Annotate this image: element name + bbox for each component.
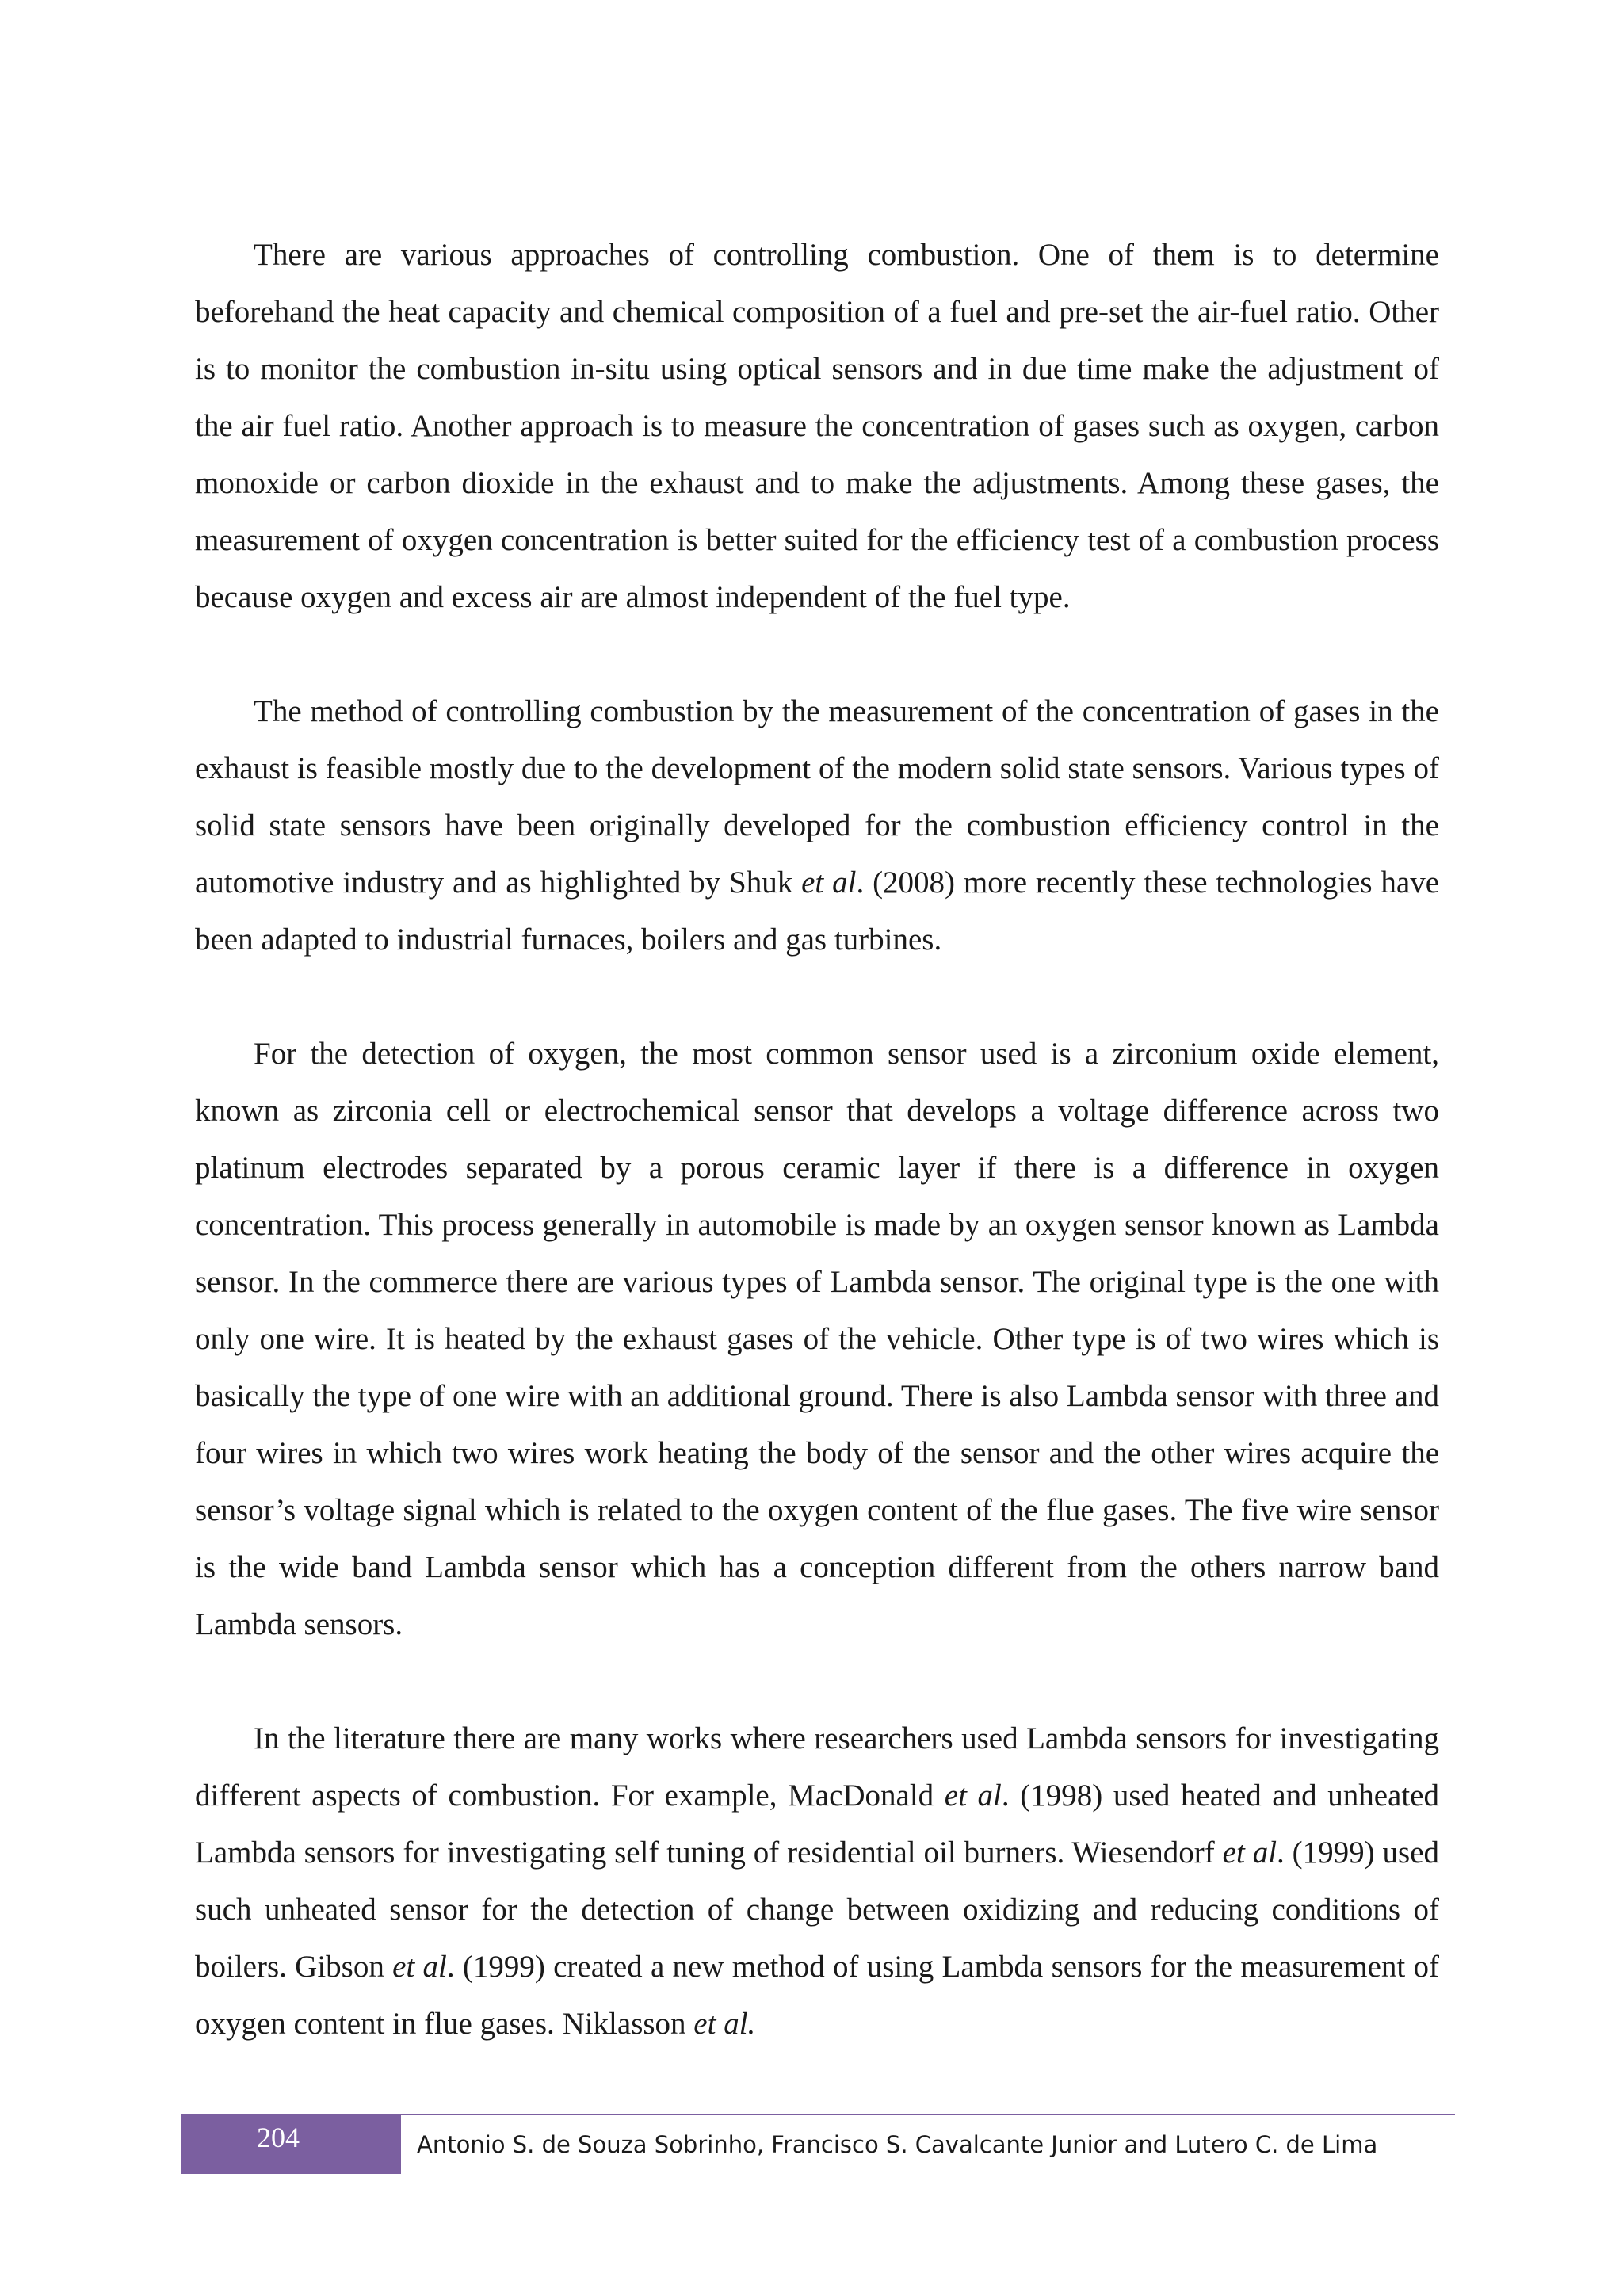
body-text: [195, 227, 1439, 2053]
paragraph-lambda-sensor: [195, 1026, 1439, 1653]
text-run: There are various approaches of controlling combustion. One of them is to determine beforehand the heat capacity and chemical composition of a fuel and pre-set the air-fuel ratio. Other is to monitor the combustion in-situ using optical sensors and in due time make the adjustment of the air fuel ratio. Another approach is to measure the concentration of gases such as oxygen, carbon monoxide or carbon dioxide in the exhaust and to make the adjustments. Among these gases, the measurement of oxygen concentration is better suited for the efficiency test of a combustion process because oxygen and excess air are almost independent of the fuel type.: [195, 238, 1439, 614]
paragraph-literature: [195, 1710, 1439, 2053]
citation-et-al: et al.: [693, 2007, 756, 2041]
paragraph-combustion-approaches: [195, 227, 1439, 626]
citation-et-al: et al: [944, 1778, 1002, 1813]
text-run: . (1999) created a new method of using Lambda sensors for the measurement of oxygen content in flue gases. Niklasson: [195, 1950, 1439, 2041]
citation-et-al: et al: [801, 865, 857, 900]
text-run: For the detection of oxygen, the most common sensor used is a zirconium oxide element, known as zirconia cell or electrochemical sensor that develops a voltage difference across two platinum electrodes separated by a porous ceramic layer if there is a difference in oxygen concentration. This process generally in automobile is made by an oxygen sensor known as Lambda sensor. In the commerce there are various types of Lambda sensor. The original type is the one with only one wire. It is heated by the exhaust gases of the vehicle. Other type is of two wires which is basically the type of one wire with an additional ground. There is also Lambda sensor with three and four wires in which two wires work heating the body of the sensor and the other wires acquire the sensor’s voltage signal which is related to the oxygen content of the flue gases. The five wire sensor is the wide band Lambda sensor which has a conception different from the others narrow band Lambda sensors.: [195, 1037, 1439, 1641]
citation-et-al: et al: [392, 1950, 447, 1984]
citation-et-al: et al: [1222, 1836, 1277, 1870]
page-number: 204: [257, 2122, 300, 2153]
text-run: . (1999) used such unheated sensor for the detection of change between oxidizing and reducing conditions of boilers. Gibson: [195, 1836, 1439, 1984]
text-run: . (2008) more recently these technologies have been adapted to industrial furnaces, boilers and gas turbines.: [195, 865, 1440, 957]
footer-authors: Antonio S. de Souza Sobrinho, Francisco S. Cavalcante Junior and Lutero C. de Lima: [417, 2131, 1378, 2158]
text-run: In the literature there are many works where researchers used Lambda sensors for investigating different aspects of combustion. For example, MacDonald: [195, 1721, 1439, 1813]
text-run: . (1998) used heated and unheated Lambda sensors for investigating self tuning of residential oil burners. Wiesendorf: [195, 1778, 1439, 1870]
text-run: The method of controlling combustion by the measurement of the concentration of gases in the exhaust is feasible mostly due to the development of the modern solid state sensors. Various types of solid state sensors have been originally developed for the combustion efficiency control in the automotive industry and as highlighted by Shuk: [195, 694, 1439, 900]
paragraph-solid-state-sensors: [195, 683, 1439, 968]
